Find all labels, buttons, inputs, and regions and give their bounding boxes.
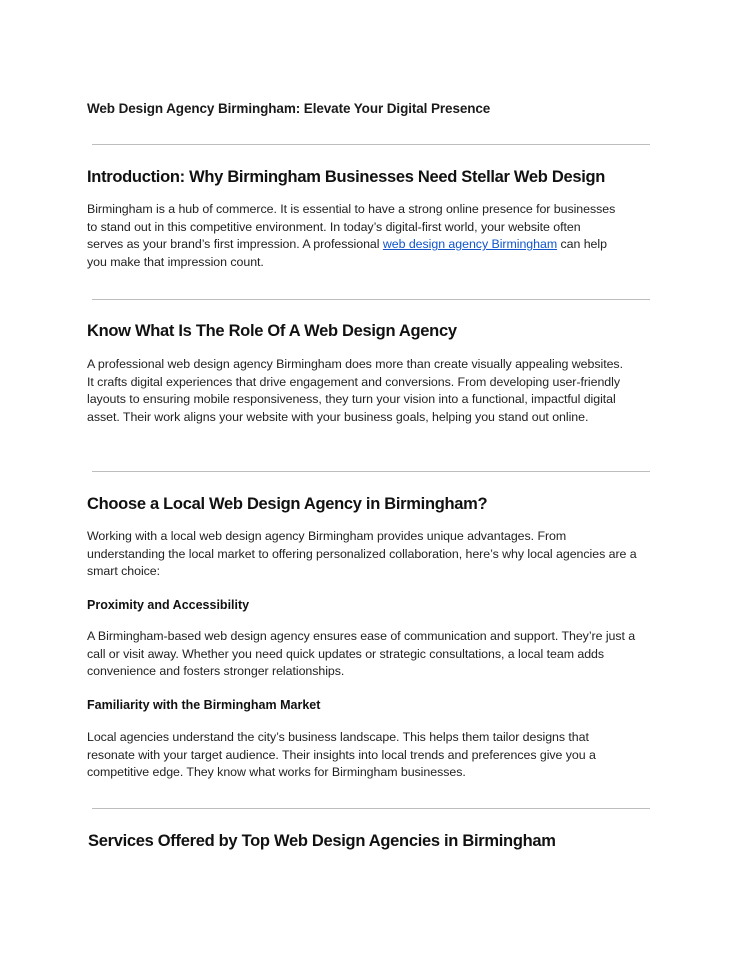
section-heading-local-agency: Choose a Local Web Design Agency in Birmingham? (87, 495, 488, 513)
subsection-paragraph-proximity: A Birmingham-based web design agency ensures ease of communication and support. They’re just a call or visit away. Whether you need quick updates or strategic consultations, a local team adds convenience and fosters stronger relationships. (87, 629, 636, 679)
section-divider (92, 808, 650, 809)
section-divider (92, 299, 650, 300)
subsection-heading-proximity: Proximity and Accessibility (87, 598, 250, 612)
section-paragraph-role: A professional web design agency Birmingham does more than create visually appealing websites. It crafts digital experiences that drive engagement and conversions. From developing user-friendly layouts to ensuring mobile responsiveness, they turn your vision into a functional, impactful digital asset. Their work aligns your website with your business goals, helping you stand out online. (87, 357, 623, 424)
section-divider (92, 471, 650, 472)
section-paragraph-introduction (87, 201, 617, 271)
paragraph-text: Birmingham is a hub of commerce. It is essential to have a strong online presence for businesses to stand out in this competitive environment. In today’s digital-first world, your website often serves as your brand’s first impression. A professional (87, 202, 616, 252)
section-heading-services: Services Offered by Top Web Design Agencies in Birmingham (88, 832, 556, 850)
section-heading-role: Know What Is The Role Of A Web Design Agency (87, 322, 457, 340)
section-paragraph-local-agency: Working with a local web design agency Birmingham provides unique advantages. From understanding the local market to offering personalized collaboration, here’s why local agencies are a smart choice: (87, 529, 637, 579)
document-title: Web Design Agency Birmingham: Elevate Your Digital Presence (87, 101, 491, 116)
web-design-agency-link[interactable]: web design agency Birmingham (382, 237, 558, 252)
section-heading-introduction: Introduction: Why Birmingham Businesses Need Stellar Web Design (87, 168, 606, 186)
subsection-paragraph-market: Local agencies understand the city’s business landscape. This helps them tailor designs that resonate with your target audience. Their insights into local trends and preferences give you a competitive edge. They know what works for Birmingham businesses. (87, 730, 596, 780)
paragraph-text: can help you make that impression count. (87, 237, 607, 269)
section-divider (92, 144, 650, 145)
subsection-heading-market: Familiarity with the Birmingham Market (87, 698, 321, 712)
